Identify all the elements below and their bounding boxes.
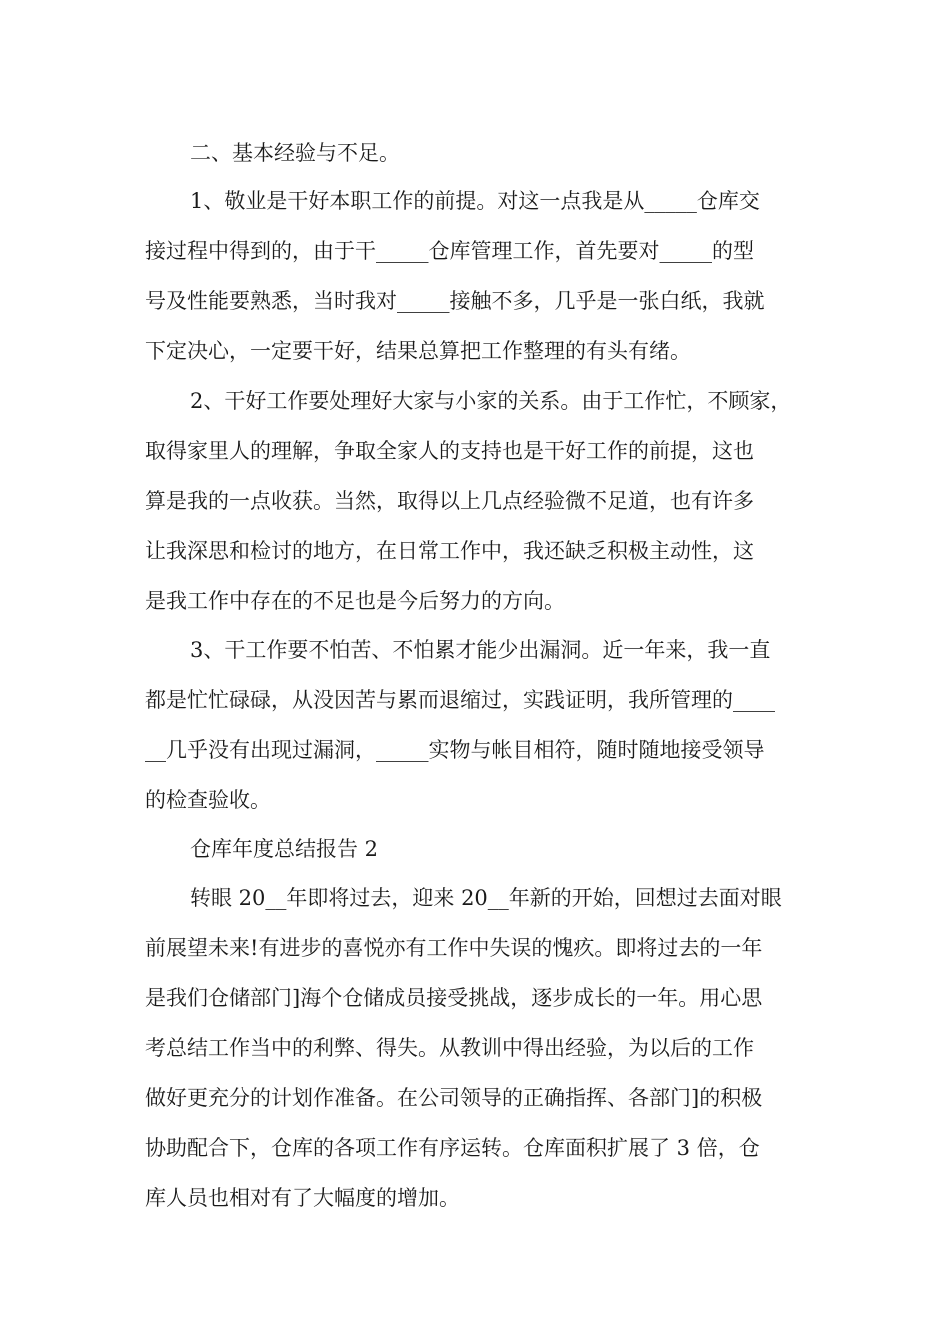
paragraph-line: 的检查验收。: [145, 788, 271, 812]
paragraph-line: 做好更充分的计划作准备。在公司领导的正确指挥、各部门]的积极: [145, 1086, 763, 1110]
paragraph-line: 号及性能要熟悉，当时我对_____接触不多，几乎是一张白纸，我就: [145, 289, 765, 313]
paragraph-line: __几乎没有出现过漏洞，_____实物与帐目相符，随时随地接受领导: [145, 738, 765, 762]
paragraph-line: 前展望未来!有进步的喜悦亦有工作中失误的愧疚。即将过去的一年: [145, 936, 763, 960]
paragraph-line: 让我深思和检讨的地方，在日常工作中，我还缺乏积极主动性，这: [145, 539, 754, 563]
paragraph-line: 3、干工作要不怕苦、不怕累才能少出漏洞。近一年来，我一直: [190, 638, 771, 662]
paragraph-line: 考总结工作当中的利弊、得失。从教训中得出经验，为以后的工作: [145, 1036, 754, 1060]
paragraph-line: 下定决心，一定要干好，结果总算把工作整理的有头有绪。: [145, 339, 691, 363]
paragraph-line: 是我工作中存在的不足也是今后努力的方向。: [145, 589, 565, 613]
paragraph-line: 1、敬业是干好本职工作的前提。对这一点我是从_____仓库交: [190, 189, 760, 213]
paragraph-line: 库人员也相对有了大幅度的增加。: [145, 1186, 460, 1210]
report-title: 仓库年度总结报告 2: [190, 837, 379, 861]
paragraph-line: 协助配合下，仓库的各项工作有序运转。仓库面积扩展了 3 倍，仓: [145, 1136, 760, 1160]
paragraph-line: 是我们仓储部门]海个仓储成员接受挑战，逐步成长的一年。用心思: [145, 986, 763, 1010]
paragraph-line: 算是我的一点收获。当然，取得以上几点经验微不足道，也有许多: [145, 489, 754, 513]
paragraph-line: 都是忙忙碌碌，从没因苦与累而退缩过，实践证明，我所管理的____: [145, 688, 775, 712]
paragraph-line: 接过程中得到的，由于干_____仓库管理工作，首先要对_____的型: [145, 239, 754, 263]
paragraph-line: 转眼 20__年即将过去，迎来 20__年新的开始，回想过去面对眼: [190, 886, 782, 910]
section-heading: 二、基本经验与不足。: [190, 141, 400, 165]
paragraph-line: 取得家里人的理解，争取全家人的支持也是干好工作的前提，这也: [145, 439, 754, 463]
paragraph-line: 2、干好工作要处理好大家与小家的关系。由于工作忙，不顾家，: [190, 389, 792, 413]
